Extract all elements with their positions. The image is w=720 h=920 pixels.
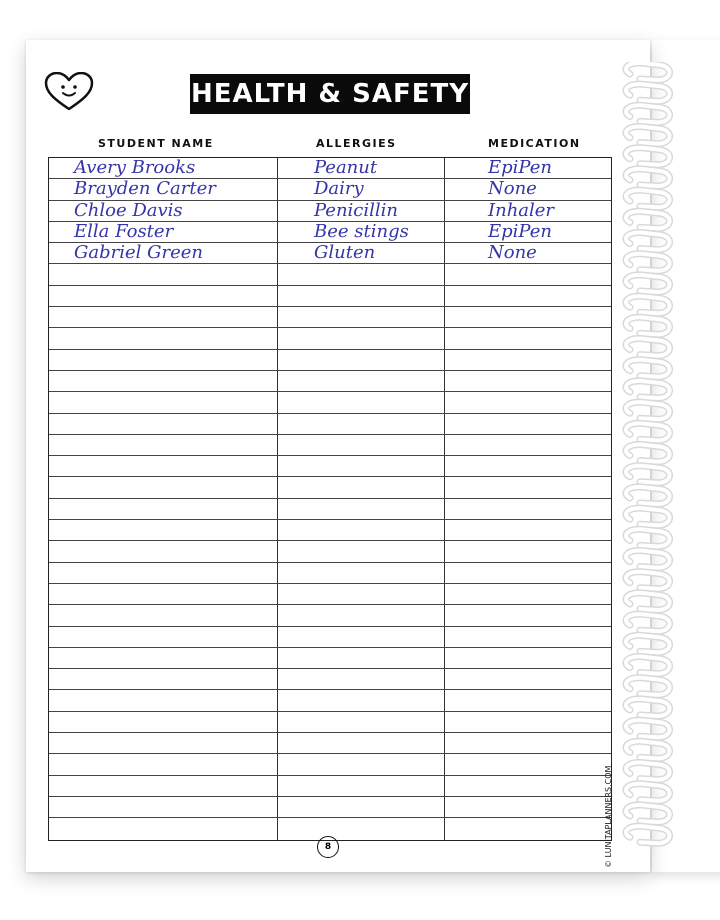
- allergies-cell[interactable]: [278, 818, 445, 839]
- allergies-cell[interactable]: [278, 499, 445, 519]
- allergies-cell[interactable]: [278, 456, 445, 476]
- student-name-cell[interactable]: Gabriel Green: [49, 243, 278, 263]
- coil-ring: [626, 254, 670, 271]
- allergies-cell[interactable]: [278, 584, 445, 604]
- medication-cell[interactable]: [445, 499, 611, 519]
- allergies-cell[interactable]: [278, 776, 445, 796]
- medication-cell[interactable]: None: [488, 242, 537, 264]
- allergies-cell[interactable]: [278, 648, 445, 668]
- student-name-cell[interactable]: [49, 350, 278, 370]
- coil-ring: [626, 635, 670, 652]
- medication-cell[interactable]: [445, 414, 611, 434]
- student-name-cell[interactable]: [49, 648, 278, 668]
- coil-ring: [626, 551, 670, 568]
- coil-ring: [626, 763, 670, 780]
- coil-ring: [626, 805, 670, 822]
- medication-cell[interactable]: [445, 776, 611, 796]
- coil-ring: [626, 466, 670, 483]
- allergies-cell[interactable]: [278, 414, 445, 434]
- student-name-cell[interactable]: [49, 605, 278, 625]
- table-row: [49, 563, 611, 584]
- coil-ring: [626, 148, 670, 165]
- table-row: [49, 307, 611, 328]
- medication-cell[interactable]: [445, 392, 611, 412]
- medication-cell[interactable]: [445, 520, 611, 540]
- page-number: 8: [317, 836, 339, 858]
- health-safety-table: [48, 157, 612, 841]
- coil-ring: [626, 211, 670, 228]
- student-name-cell[interactable]: Avery Brooks: [49, 158, 278, 178]
- allergies-cell[interactable]: [278, 328, 445, 348]
- table-row: [49, 350, 611, 371]
- smiling-heart-icon: [44, 72, 94, 112]
- medication-cell[interactable]: [445, 563, 611, 583]
- student-name-cell[interactable]: [49, 307, 278, 327]
- table-row: [49, 648, 611, 669]
- allergies-cell[interactable]: [278, 541, 445, 561]
- medication-cell[interactable]: [445, 477, 611, 497]
- student-name-cell[interactable]: [49, 456, 278, 476]
- table-row: [49, 712, 611, 733]
- medication-cell[interactable]: Inhaler: [488, 199, 555, 221]
- coil-ring: [626, 593, 670, 610]
- student-name-cell[interactable]: [49, 520, 278, 540]
- medication-cell[interactable]: [445, 328, 611, 348]
- table-row: [49, 456, 611, 477]
- allergies-cell[interactable]: [278, 605, 445, 625]
- allergies-cell[interactable]: [278, 627, 445, 647]
- table-row: [49, 520, 611, 541]
- medication-cell[interactable]: [445, 754, 611, 774]
- medication-cell[interactable]: EpiPen: [488, 220, 552, 242]
- allergies-cell[interactable]: [278, 350, 445, 370]
- student-name-cell[interactable]: Chloe Davis: [49, 201, 278, 221]
- allergies-cell[interactable]: Peanut: [278, 158, 445, 178]
- spiral-binding: [620, 62, 676, 852]
- coil-ring: [626, 699, 670, 716]
- medication-cell[interactable]: [445, 690, 611, 710]
- medication-cell[interactable]: [445, 648, 611, 668]
- allergies-cell[interactable]: [278, 435, 445, 455]
- allergies-cell[interactable]: [278, 754, 445, 774]
- student-name-cell[interactable]: [49, 712, 278, 732]
- coil-ring: [626, 614, 670, 631]
- coil-ring: [626, 169, 670, 186]
- student-name-cell[interactable]: [49, 776, 278, 796]
- allergies-cell[interactable]: [278, 520, 445, 540]
- student-name-cell[interactable]: [49, 818, 278, 839]
- student-name-cell[interactable]: [49, 584, 278, 604]
- coil-ring: [626, 784, 670, 801]
- coil-ring: [626, 84, 670, 101]
- table-row: [49, 392, 611, 413]
- student-name-cell[interactable]: [49, 733, 278, 753]
- allergies-cell[interactable]: [278, 797, 445, 817]
- student-name-cell[interactable]: [49, 328, 278, 348]
- coil-ring: [626, 127, 670, 144]
- medication-cell[interactable]: [445, 712, 611, 732]
- medication-cell[interactable]: EpiPen: [488, 157, 552, 178]
- coil-ring: [626, 572, 670, 589]
- student-name-cell[interactable]: [49, 669, 278, 689]
- allergies-cell[interactable]: [278, 307, 445, 327]
- table-row: [49, 605, 611, 626]
- medication-cell[interactable]: [445, 371, 611, 391]
- allergies-cell[interactable]: [278, 712, 445, 732]
- coil-ring: [626, 233, 670, 250]
- medication-cell[interactable]: [445, 627, 611, 647]
- student-name-cell[interactable]: [49, 392, 278, 412]
- coil-ring: [626, 296, 670, 313]
- medication-cell[interactable]: [445, 733, 611, 753]
- student-name-cell[interactable]: [49, 286, 278, 306]
- allergies-cell[interactable]: [278, 371, 445, 391]
- table-row: [49, 414, 611, 435]
- student-name-cell[interactable]: [49, 563, 278, 583]
- coil-ring: [626, 445, 670, 462]
- table-row: [49, 690, 611, 711]
- student-name-cell[interactable]: [49, 541, 278, 561]
- student-name-cell[interactable]: [49, 754, 278, 774]
- allergies-cell[interactable]: [278, 264, 445, 284]
- student-name-cell[interactable]: [49, 414, 278, 434]
- coil-ring: [626, 63, 670, 80]
- coil-ring: [626, 720, 670, 737]
- table-row: [49, 328, 611, 349]
- medication-cell[interactable]: None: [488, 178, 537, 200]
- table-row: [49, 264, 611, 285]
- medication-cell[interactable]: [445, 818, 611, 839]
- table-row: [49, 669, 611, 690]
- table-row: [49, 733, 611, 754]
- allergies-cell[interactable]: Penicillin: [278, 201, 445, 221]
- copyright-text: © LUNITAPLANNERS.COM: [604, 765, 613, 868]
- table-row: [49, 222, 611, 243]
- student-name-cell[interactable]: [49, 264, 278, 284]
- allergies-cell[interactable]: [278, 477, 445, 497]
- table-row: [49, 179, 611, 200]
- coil-ring: [626, 657, 670, 674]
- coil-ring: [626, 381, 670, 398]
- table-row: [49, 286, 611, 307]
- medication-cell[interactable]: [445, 541, 611, 561]
- student-name-cell[interactable]: [49, 690, 278, 710]
- student-name-cell[interactable]: [49, 627, 278, 647]
- table-row: [49, 243, 611, 264]
- allergies-cell[interactable]: [278, 669, 445, 689]
- table-row: [49, 776, 611, 797]
- table-row: [49, 754, 611, 775]
- coil-ring: [626, 317, 670, 334]
- coil-ring: [626, 529, 670, 546]
- allergies-cell[interactable]: Dairy: [278, 179, 445, 199]
- allergies-cell[interactable]: [278, 286, 445, 306]
- column-header-medication: MEDICATION: [488, 137, 581, 150]
- allergies-cell[interactable]: [278, 733, 445, 753]
- column-header-allergies: ALLERGIES: [316, 137, 397, 150]
- copyright-note: [604, 738, 618, 868]
- table-row: [49, 435, 611, 456]
- student-name-cell[interactable]: [49, 477, 278, 497]
- medication-cell[interactable]: [445, 307, 611, 327]
- student-name-cell[interactable]: Ella Foster: [49, 222, 278, 242]
- student-name-cell[interactable]: [49, 371, 278, 391]
- coil-ring: [626, 678, 670, 695]
- coil-ring: [626, 275, 670, 292]
- student-name-cell[interactable]: [49, 435, 278, 455]
- student-name-cell[interactable]: Brayden Carter: [49, 179, 278, 199]
- allergies-cell[interactable]: [278, 392, 445, 412]
- coil-ring: [626, 826, 670, 843]
- table-row: [49, 371, 611, 392]
- table-row: [49, 499, 611, 520]
- student-name-cell[interactable]: [49, 797, 278, 817]
- student-name-cell[interactable]: [49, 499, 278, 519]
- medication-cell[interactable]: [445, 669, 611, 689]
- column-header-student-name: STUDENT NAME: [98, 137, 214, 150]
- table-row: [49, 201, 611, 222]
- allergies-cell[interactable]: [278, 690, 445, 710]
- table-row: [49, 627, 611, 648]
- medication-cell[interactable]: [445, 456, 611, 476]
- table-row: [49, 584, 611, 605]
- coil-ring: [626, 423, 670, 440]
- coil-ring: [626, 508, 670, 525]
- table-row: [49, 477, 611, 498]
- medication-cell[interactable]: [445, 605, 611, 625]
- medication-cell[interactable]: [445, 435, 611, 455]
- medication-cell[interactable]: [445, 584, 611, 604]
- allergies-cell[interactable]: Bee stings: [278, 222, 445, 242]
- table-row: [49, 158, 611, 179]
- coil-ring: [626, 402, 670, 419]
- allergies-cell[interactable]: [278, 563, 445, 583]
- table-row: [49, 541, 611, 562]
- coil-ring: [626, 741, 670, 758]
- medication-cell[interactable]: [445, 797, 611, 817]
- coil-ring: [626, 190, 670, 207]
- medication-cell[interactable]: [445, 264, 611, 284]
- planner-page: [26, 40, 650, 872]
- page-title: HEALTH & SAFETY: [190, 74, 470, 114]
- medication-cell[interactable]: [445, 286, 611, 306]
- coil-ring: [626, 360, 670, 377]
- coil-ring: [626, 105, 670, 122]
- table-row: [49, 797, 611, 818]
- medication-cell[interactable]: [445, 350, 611, 370]
- coil-ring: [626, 339, 670, 356]
- coil-ring: [626, 487, 670, 504]
- allergies-cell[interactable]: Gluten: [278, 243, 445, 263]
